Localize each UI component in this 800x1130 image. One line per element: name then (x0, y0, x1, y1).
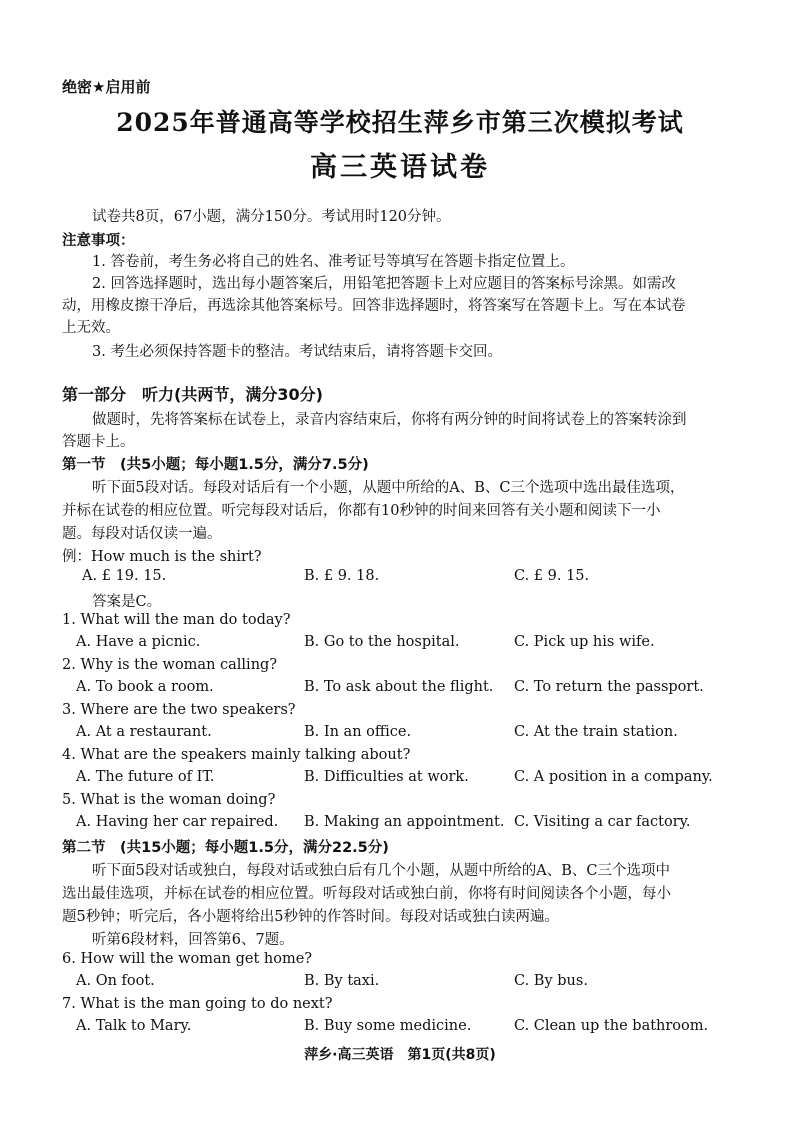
exam-title: 2025年普通高等学校招生萍乡市第三次模拟考试 (116, 108, 684, 137)
part1-heading: 第一部分 听力(共两节，满分30分) (62, 385, 323, 404)
question-7-option-c: C. Clean up the bathroom. (514, 1018, 709, 1034)
question-4-option-b: B. Difficulties at work. (304, 769, 469, 785)
note-item-3: 3. 考生必须保持答题卡的整洁。考试结束后，请将答题卡交回。 (92, 344, 502, 360)
section1-desc-line2: 并标在试卷的相应位置。听完每段对话后，你都有10秒钟的时间来回答有关小题和阅读下一小 (62, 503, 661, 519)
question-7: 7. What is the man going to do next? (62, 996, 333, 1012)
note-item-2-line1: 2. 回答选择题时，选出每小题答案后，用铅笔把答题卡上对应题目的答案标号涂黑。如需改 (92, 276, 676, 292)
example-question: 例：How much is the shirt? (62, 549, 262, 565)
note-item-1: 1. 答卷前，考生务必将自己的姓名、准考证号等填写在答题卡指定位置上。 (92, 254, 575, 270)
note-item-2-line2: 动，用橡皮擦干净后，再选涂其他答案标号。回答非选择题时，将答案写在答题卡上。写在本试卷 (62, 298, 686, 314)
page-footer: 萍乡·高三英语 第1页(共8页) (304, 1047, 496, 1063)
section2-desc-line1: 听下面5段对话或独白，每段对话或独白后有几个小题，从题中所给的A、B、C三个选项中 (92, 863, 670, 879)
question-5-option-b: B. Making an appointment. (304, 814, 505, 830)
question-1-option-b: B. Go to the hospital. (304, 634, 460, 650)
example-option-c: C. £ 9. 15. (514, 568, 590, 584)
note-item-2-line3: 上无效。 (62, 320, 120, 336)
section2-desc-line2: 选出最佳选项，并标在试卷的相应位置。听每段对话或独白前，你将有时间阅读各个小题，每小 (62, 886, 671, 902)
question-7-option-b: B. Buy some medicine. (304, 1018, 472, 1034)
section1-heading: 第一节 (共5小题；每小题1.5分，满分7.5分) (62, 457, 369, 473)
question-3-option-a: A. At a restaurant. (76, 724, 212, 740)
section2-desc-line3: 题5秒钟；听完后，各小题将给出5秒钟的作答时间。每段对话或独白读两遍。 (62, 909, 559, 925)
question-1: 1. What will the man do today? (62, 612, 291, 628)
question-1-option-c: C. Pick up his wife. (514, 634, 655, 650)
question-2: 2. Why is the woman calling? (62, 657, 278, 673)
question-3-option-c: C. At the train station. (514, 724, 678, 740)
question-2-option-b: B. To ask about the flight. (304, 679, 494, 695)
question-4: 4. What are the speakers mainly talking about? (62, 747, 411, 763)
question-5-option-a: A. Having her car repaired. (76, 814, 279, 830)
section1-desc-line3: 题。每段对话仅读一遍。 (62, 526, 222, 542)
question-5-option-c: C. Visiting a car factory. (514, 814, 691, 830)
intro-text: 试卷共8页，67小题，满分150分。考试用时120分钟。 (92, 209, 451, 225)
question-1-option-a: A. Have a picnic. (76, 634, 201, 650)
notes-heading: 注意事项： (62, 233, 135, 249)
section2-heading: 第二节 (共15小题；每小题1.5分，满分22.5分) (62, 840, 389, 856)
question-6-option-a: A. On foot. (76, 973, 155, 989)
example-option-b: B. £ 9. 18. (304, 568, 380, 584)
question-6-option-c: C. By bus. (514, 973, 588, 989)
question-2-option-a: A. To book a room. (76, 679, 214, 695)
example-option-a: A. £ 19. 15. (82, 568, 167, 584)
question-3: 3. Where are the two speakers? (62, 702, 296, 718)
question-5: 5. What is the woman doing? (62, 792, 276, 808)
part1-desc-line2: 答题卡上。 (62, 434, 135, 450)
example-answer: 答案是C。 (92, 594, 162, 610)
question-6-option-b: B. By taxi. (304, 973, 380, 989)
section1-desc-line1: 听下面5段对话。每段对话后有一个小题，从题中所给的A、B、C三个选项中选出最佳选项， (92, 480, 685, 496)
question-4-option-c: C. A position in a company. (514, 769, 713, 785)
question-3-option-b: B. In an office. (304, 724, 412, 740)
exam-subtitle: 高三英语试卷 (310, 152, 490, 183)
question-4-option-a: A. The future of IT. (76, 769, 215, 785)
part1-desc-line1: 做题时，先将答案标在试卷上，录音内容结束后，你将有两分钟的时间将试卷上的答案转涂到 (92, 412, 687, 428)
section2-material: 听第6段材料，回答第6、7题。 (92, 932, 294, 948)
question-6: 6. How will the woman get home? (62, 951, 313, 967)
question-2-option-c: C. To return the passport. (514, 679, 704, 695)
confidential-label: 绝密★启用前 (62, 78, 151, 96)
question-7-option-a: A. Talk to Mary. (76, 1018, 192, 1034)
